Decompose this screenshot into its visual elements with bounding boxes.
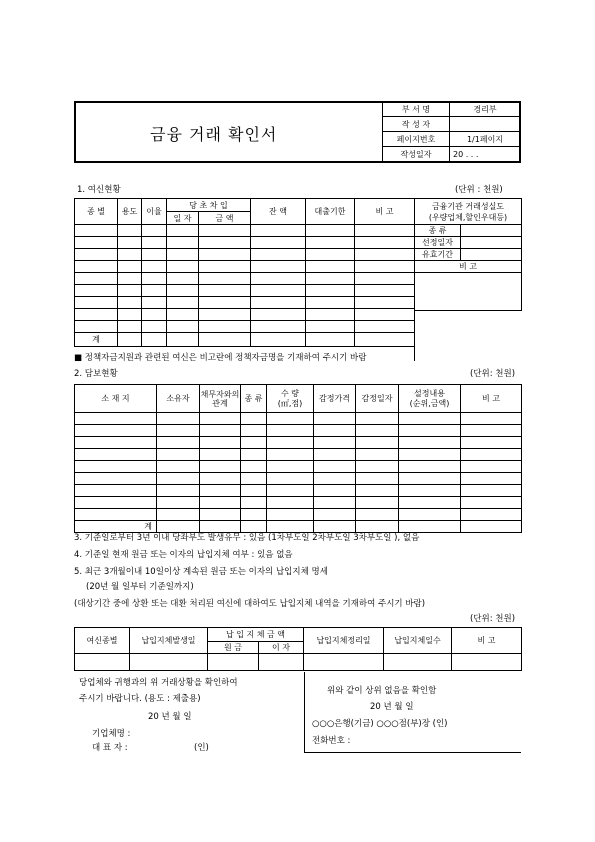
request-line2: 주시기 바랍니다. (용도 : 제출용) bbox=[79, 694, 201, 704]
confirm-date: 20 년 월 일 bbox=[370, 702, 414, 712]
col-collateral-kind: 종 류 bbox=[241, 385, 267, 413]
bank-confirm-subtitle: (우량업체,할인우대등) bbox=[428, 212, 508, 222]
section2-heading: 2. 담보현황 bbox=[74, 369, 118, 379]
setting-label: 설정내용 bbox=[414, 388, 445, 398]
quantity-label: 수 량 bbox=[281, 388, 299, 398]
header-info-table bbox=[382, 101, 521, 162]
item5-delay-details: 5. 최근 3개월이내 10일이상 계속된 원금 또는 이자의 납입지체 명세 bbox=[74, 567, 328, 577]
item3-dishonor-status: 3. 기준일로부터 3년 이내 당좌부도 발생유무 : 있음 (1차부도일 2차부도일 3차부도일 ), 없음 bbox=[74, 533, 420, 543]
col-loan-type: 종 별 bbox=[75, 199, 118, 225]
request-date: 20 년 월 일 bbox=[148, 712, 192, 722]
collateral-table bbox=[74, 384, 522, 533]
col-quantity bbox=[267, 385, 314, 413]
author-label: 작 성 자 bbox=[383, 117, 450, 132]
confirm-line1: 위와 같이 상위 없음을 확인함 bbox=[327, 686, 437, 696]
bank-confirm-title: 금융기관 거래성실도 bbox=[431, 201, 505, 211]
col-delay-amount: 납 입 지 체 금 액 bbox=[208, 628, 304, 642]
collateral-total-label: 계 bbox=[75, 521, 157, 533]
author-value bbox=[450, 117, 521, 132]
page-number-label: 페이지번호 bbox=[383, 132, 450, 147]
loan-status-table bbox=[74, 198, 415, 347]
confirm-bank: ○○○은행(기금) ○○○점(부)장 (인) bbox=[312, 719, 448, 729]
section1-heading: 1. 여신현황 bbox=[77, 185, 121, 195]
col-owner: 소유자 bbox=[157, 385, 200, 413]
col-balance: 잔 액 bbox=[251, 199, 306, 225]
bank-confirm-note-label: 비 고 bbox=[415, 261, 522, 273]
item4-payment-delay: 4. 기준일 현재 원금 또는 이자의 납입지체 여부 : 있음 없음 bbox=[74, 550, 293, 560]
confirmation-divider bbox=[304, 672, 305, 752]
col-delay-start: 납입지체발생일 bbox=[130, 628, 208, 654]
col-debtor-relation: 채무자와의 관계 bbox=[200, 385, 241, 413]
col-collateral-note: 비 고 bbox=[461, 385, 522, 413]
created-date-value: 20 . . . bbox=[450, 147, 521, 162]
col-setting bbox=[399, 385, 461, 413]
col-due-date: 대출기한 bbox=[306, 199, 355, 225]
col-appraisal-price: 감정가격 bbox=[314, 385, 356, 413]
bank-confirm-selected-date-label: 선정일자 bbox=[415, 237, 461, 249]
col-initial-date: 일 자 bbox=[167, 212, 199, 225]
payment-delay-table bbox=[74, 627, 522, 671]
section1-unit: (단위 : 천원) bbox=[455, 185, 503, 195]
loan-total-label: 계 bbox=[75, 333, 118, 347]
col-location: 소 재 지 bbox=[75, 385, 157, 413]
col-delay-note: 비 고 bbox=[452, 628, 522, 654]
col-use: 용도 bbox=[118, 199, 142, 225]
department-label: 부 서 명 bbox=[383, 102, 450, 117]
col-initial-borrowing: 당 초 차 입 bbox=[167, 199, 251, 212]
item5-unit: (단위: 천원) bbox=[470, 614, 516, 624]
bottom-line bbox=[304, 752, 521, 753]
section2-unit: (단위: 천원) bbox=[470, 369, 516, 379]
department-value: 경리부 bbox=[450, 102, 521, 117]
item5-note: (대상기간 중에 상환 또는 대환 처리된 여신에 대하여도 납입지체 내역을 기재하여 주시기 바람) bbox=[74, 599, 426, 609]
bank-confirm-header bbox=[415, 199, 522, 225]
page-number-value: 1/1페이지 bbox=[450, 132, 521, 147]
quantity-unit: (㎡,점) bbox=[277, 398, 303, 408]
confirm-phone: 전화번호 : bbox=[312, 736, 351, 746]
col-delay-days: 납입지체일수 bbox=[384, 628, 452, 654]
col-initial-amount: 금 액 bbox=[199, 212, 251, 225]
col-rate: 이율 bbox=[142, 199, 167, 225]
ceo-label: 대 표 자 : bbox=[92, 743, 128, 753]
col-delay-loan-type: 여신종별 bbox=[75, 628, 130, 654]
col-delay-principal: 원 금 bbox=[208, 642, 259, 654]
request-line1: 당업체와 귀행과의 위 거래상황을 확인하여 bbox=[79, 678, 238, 688]
ceo-seal: (인) bbox=[194, 743, 209, 753]
bank-confirm-valid-period-label: 유효기간 bbox=[415, 249, 461, 261]
policy-fund-footnote: ■ 정책자금지원과 관련된 여신은 비고란에 정책자금명을 기재하여 주시기 바람 bbox=[74, 353, 367, 363]
col-note: 비 고 bbox=[355, 199, 415, 225]
bank-confirm-kind-label: 종 류 bbox=[415, 225, 461, 237]
item5-base-period: (20년 월 일부터 기준일까지) bbox=[86, 582, 194, 592]
bank-confirmation-table bbox=[414, 198, 522, 361]
col-delay-interest: 이 자 bbox=[259, 642, 304, 654]
col-appraisal-date: 감정일자 bbox=[356, 385, 399, 413]
col-delay-clear: 납입지체정리일 bbox=[304, 628, 384, 654]
created-date-label: 작성일자 bbox=[383, 147, 450, 162]
setting-sub: (순위,금액) bbox=[409, 398, 450, 408]
company-name-label: 기업체명 : bbox=[92, 729, 131, 739]
document-title: 금융 거래 확인서 bbox=[150, 125, 278, 144]
